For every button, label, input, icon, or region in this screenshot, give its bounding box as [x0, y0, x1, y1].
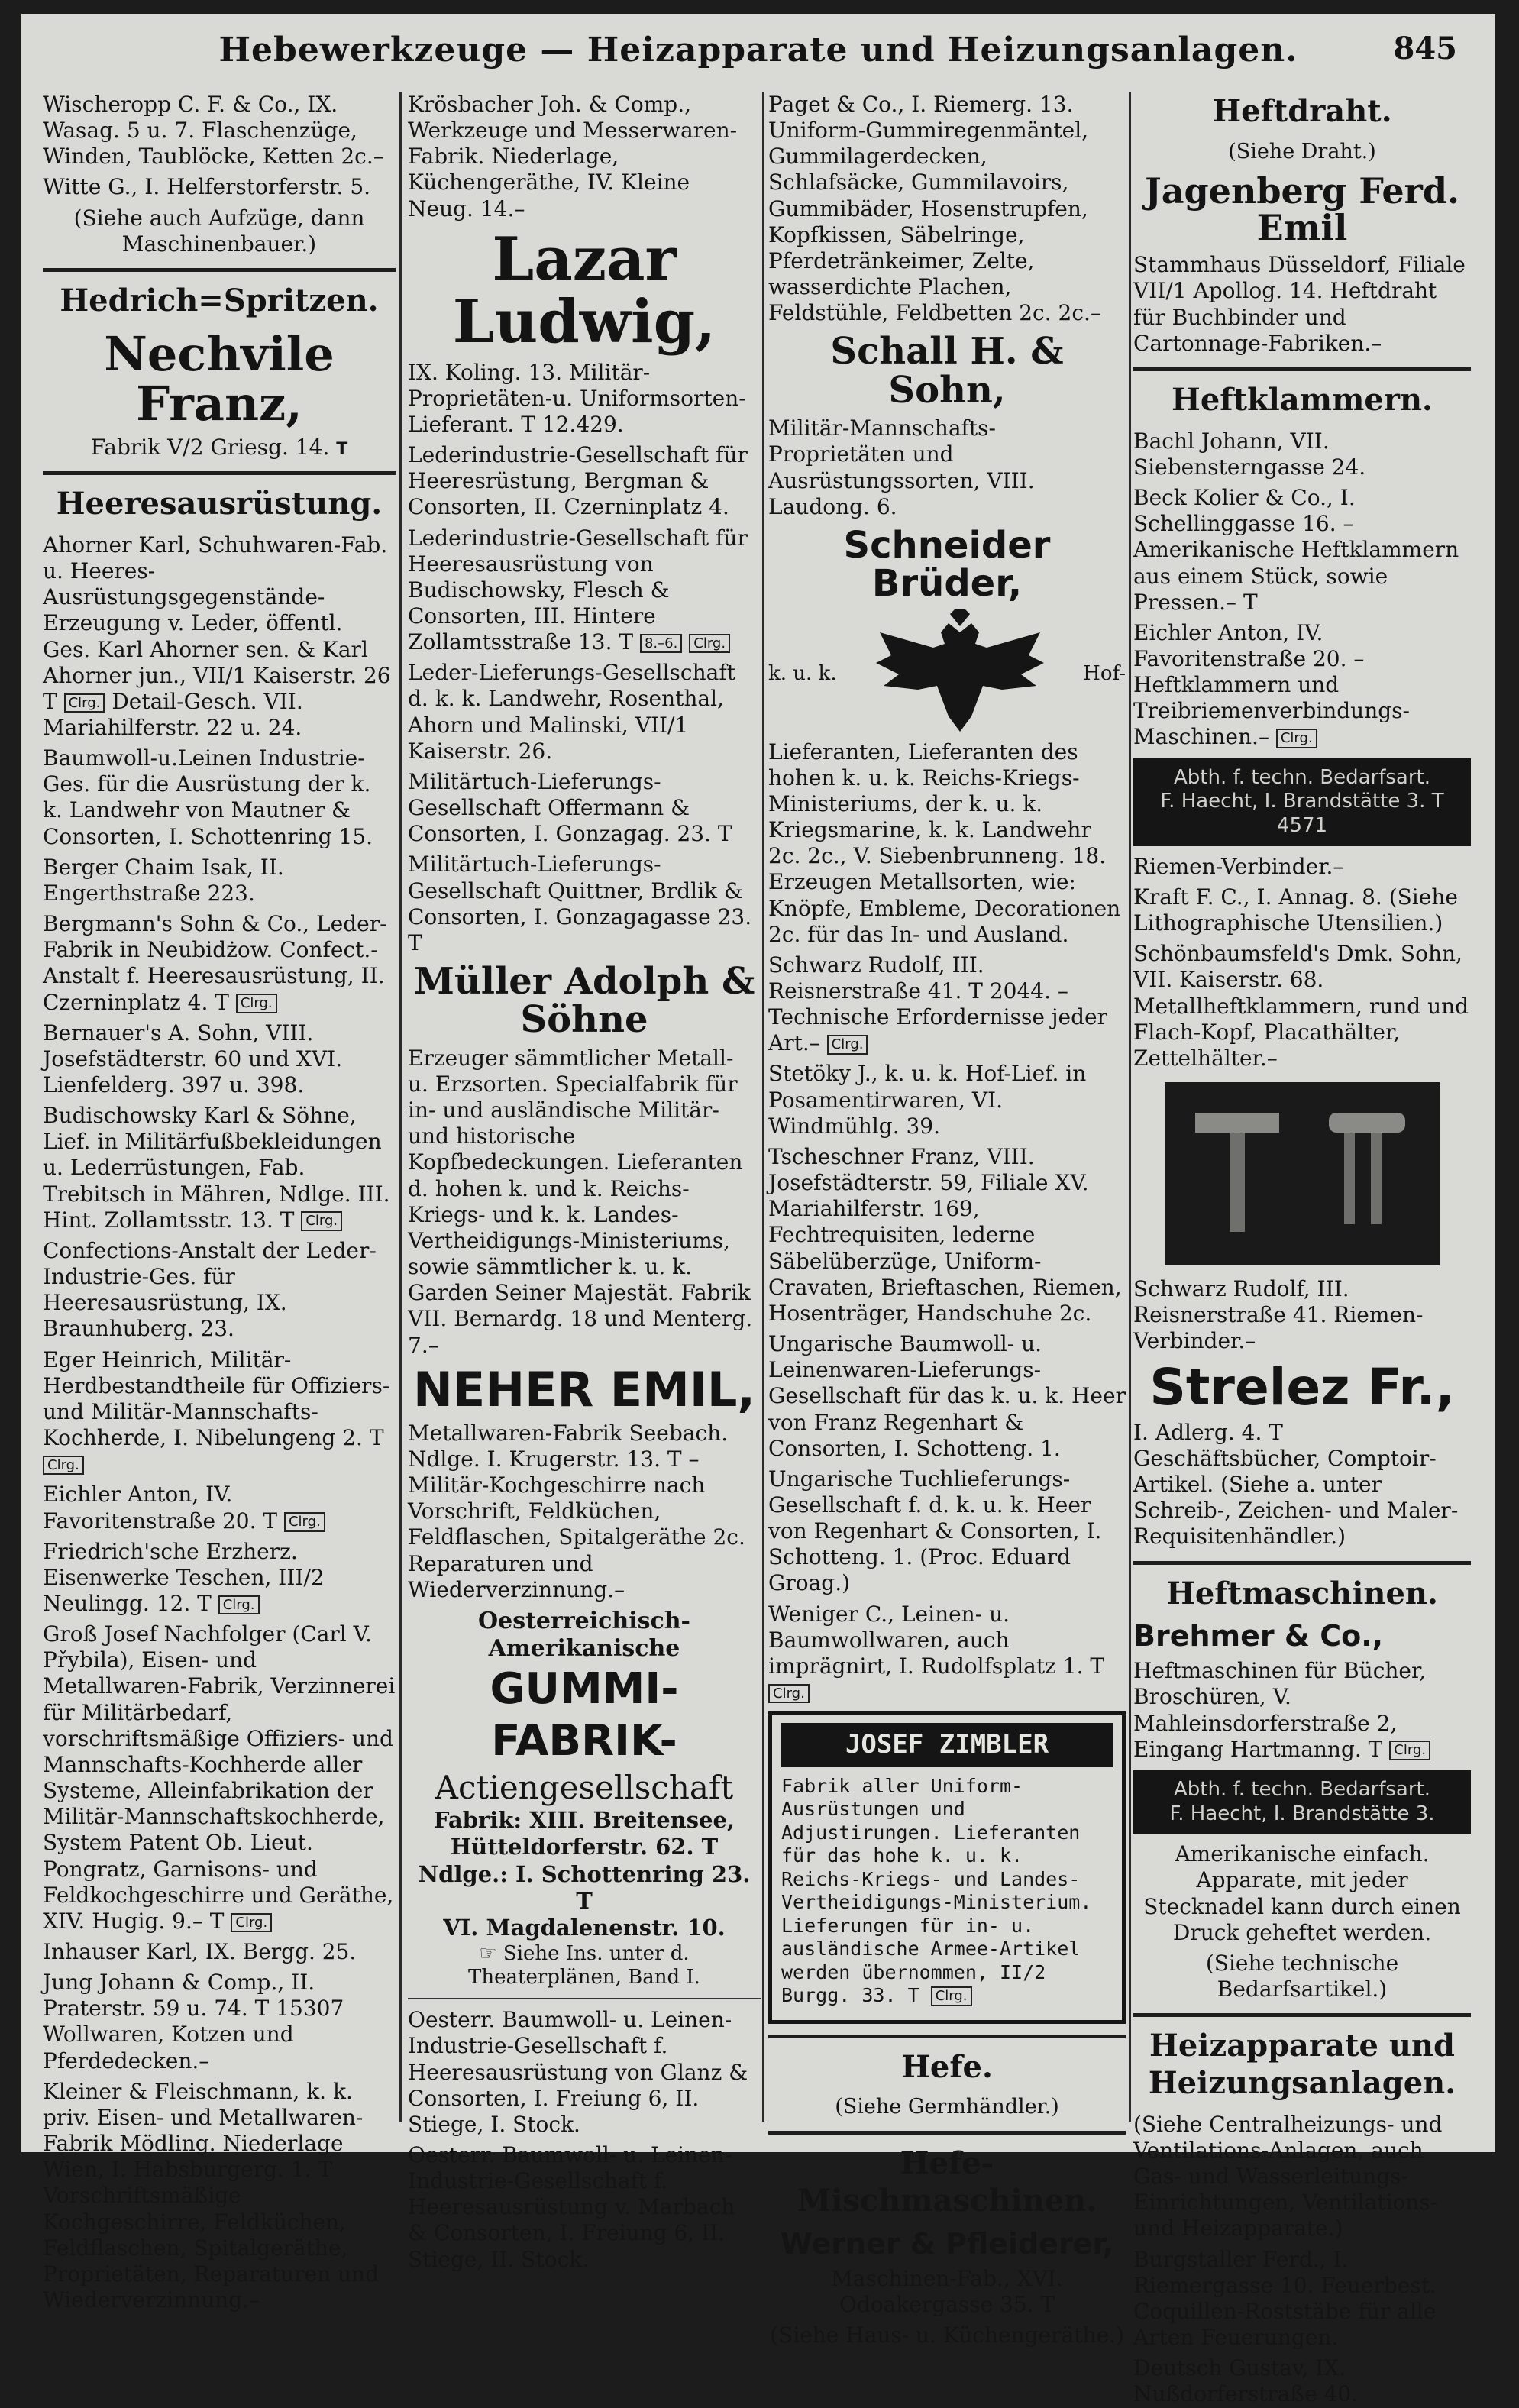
listing-entry: Stetöky J., k. u. k. Hof-Lief. in Posamentirwaren, VI. Windmühlg. 39. [768, 1061, 1087, 1139]
listing-entry [1133, 1658, 1471, 1763]
firm-address: Fabrik V/2 Griesg. 14. [90, 434, 330, 460]
listing-entry: Krösbacher Joh. & Comp., Werkzeuge und Messerwaren-Fabrik. Niederlage, Küchengeräthe, IV. Kleine Neug. 14.– [408, 92, 738, 221]
listing-entry: Militär-Mannschafts-Proprietäten und Ausrüstungssorten, VIII. Laudong. 6. [768, 415, 1035, 519]
double-headed-eagle-icon [865, 609, 1055, 739]
directory-page [21, 14, 1495, 2407]
listing-entry [1133, 620, 1471, 751]
section-heading: Heeresausrüstung. [56, 486, 383, 522]
banner-line: F. Haecht, I. Brandstätte 3. T 4571 [1160, 790, 1444, 838]
haecht-banner [1133, 1770, 1471, 1834]
listing-text: Groß Josef Nachfolger (Carl V. Přybila), Eisen- und Metallwaren-Fabrik, Verzinnerei für Militärbedarf, vorschriftsmäßige Offiziers- und Mannschafts-Kochherde aller Systeme, Alleinfabrikation der Militär-Mannschaftskochherde, System Patent Ob. Lieut. Pongratz, Garnisons- und Feldkochgeschirre und Geräthe, XIV. Hugig. 9.– T [43, 1621, 396, 1934]
listing-entry: Schwarz Rudolf, III. Reisnerstraße 41. Riemen-Verbinder.– [1133, 1276, 1424, 1354]
listing-text: Eichler Anton, IV. Favoritenstraße 20. T [43, 1482, 278, 1534]
advert-line: Actiengesellschaft [435, 1768, 734, 1806]
section-heading: Heftklammern. [1172, 381, 1433, 418]
listing-entry: Leder-Lieferungs-Gesellschaft d. k. k. Landwehr, Rosenthal, Ahorn und Malinski, VII/1 Kaiserstr. 26. [408, 660, 735, 764]
listing-entry: Burgstaller Ferd., I. Riemergasse 10. Feuerbest. Coquillen-Roststäbe für alle Arten Feuerungen. [1133, 2246, 1437, 2351]
listing-entry: Wischeropp C. F. & Co., IX. Wasag. 5 u. 7. Flaschenzüge, Winden, Taublöcke, Ketten 2c.– [43, 92, 384, 170]
divider [408, 1998, 761, 1999]
listing-text: Bergmann's Sohn & Co., Leder-Fabrik in Neubidżow. Confect.-Anstalt f. Heeresausrüstung, II. Czerninplatz 4. T [43, 911, 387, 1015]
listing-entry: Bernauer's A. Sohn, VIII. Josefstädterstr. 60 und XVI. Lienfelderg. 397 u. 398. [43, 1020, 343, 1097]
listing-entry [768, 952, 1126, 1057]
listing-entry: Erzeuger sämmtlicher Metall- u. Erzsorten. Specialfabrik für in- und ausländische Militär- und historische Kopfbedeckungen. Lieferanten d. hohen k. und k. Reichs-Kriegs- und k. k. Landes-Vertheidigungs-Ministeriums, sowie sämmtlicher k. u. k. Garden Seiner Majestät. Fabrik VII. Bernardg. 18 und Menterg. 7.– [408, 1045, 753, 1358]
cross-reference: (Siehe technische Bedarfsartikel.) [1205, 1950, 1399, 2002]
clrg-badge: Clrg. [827, 1035, 868, 1055]
section-rule [768, 2035, 1126, 2038]
column-2 [408, 92, 761, 2272]
clrg-badge: Clrg. [43, 1456, 84, 1476]
cross-reference: (Siehe Haus- u. Küchengeräthe.) [770, 2322, 1124, 2348]
listing-entry: Oesterr. Baumwoll- u. Leinen-Industrie-Gesellschaft f. Heeresausrüstung von Glanz & Consorten, I. Freiung 6, II. Stiege, I. Stock. [408, 2007, 748, 2137]
crest-row [768, 609, 1126, 739]
listing-text: Fabrik aller Uniform-Ausrüstungen und Adjustirungen. Lieferanten für das hohe k. u. k. Reichs-Kriegs- und Landes-Vertheidigungs-Ministerium. Lieferungen für in- u. ausländische Armee-Artikel werden übernommen, II/2 Burgg. 33. T [781, 1774, 1092, 2007]
cross-reference: (Siehe Draht.) [1228, 139, 1376, 163]
listing-entry: Beck Kolier & Co., I. Schellinggasse 16. –Amerikanische Heftklammern aus einem Stück, sowie Pressen.– T [1133, 485, 1459, 615]
listing-text: Budischowsky Karl & Söhne, Lief. in Militärfußbekleidungen u. Lederrüstungen, Fab. Trebitsch in Mähren, Ndlge. III. Hint. Zollamtsstr. 13. T [43, 1103, 390, 1233]
banner-line: F. Haecht, I. Brandstätte 3. [1169, 1802, 1435, 1825]
listing-entry [43, 1621, 396, 1934]
clrg-badge: Clrg. [1389, 1741, 1430, 1760]
listing-entry: Riemen-Verbinder.– [1133, 853, 1344, 879]
listing-entry: Deutsch Gustav, IX. Nußdorferstraße 40. [1133, 2355, 1359, 2407]
section-rule [768, 2131, 1126, 2135]
listing-entry: Oesterr. Baumwoll- u. Leinen-Industrie-Gesellschaft f. Heeresausrüstung v. Marbach & Consorten, I. Freiung 6, II. Stiege, II. Stock. [408, 2141, 735, 2272]
pointing-hand-icon: ☞ [479, 1941, 497, 1965]
listing-entry: (Siehe Centralheizungs- und Ventilations-Anlagen, auch Gas- und Wasserleitungs-Einrichtungen, Ventilations- und Heizapparate.) [1133, 2111, 1443, 2242]
column-3 [768, 92, 1126, 2348]
listing-entry: Baumwoll-u.Leinen Industrie-Ges. für die Ausrüstung der k. k. Landwehr von Mautner & Consorten, I. Schottenring 15. [43, 745, 373, 849]
listing-entry: Stammhaus Düsseldorf, Filiale VII/1 Apollog. 14. Heftdraht für Buchbinder und Cartonnage-Fabriken.– [1133, 252, 1466, 356]
listing-entry: Militärtuch-Lieferungs-Gesellschaft Offermann & Consorten, I. Gonzagag. 23. T [408, 768, 732, 847]
listing-entry [43, 532, 396, 741]
clrg-badge: Clrg. [768, 1684, 810, 1704]
listing-entry: Confections-Anstalt der Leder-Industrie-Ges. für Heeresausrüstung, IX. Braunhuberg. 23. [43, 1237, 377, 1342]
advert-line: Ndlge.: I. Schottenring 23. T [418, 1860, 751, 1915]
advert-line: Fabrik: XIII. Breitensee, Hütteldorferstr. 62. T [433, 1806, 735, 1860]
listing-entry: Kraft F. C., I. Annag. 8. (Siehe Lithographische Utensilien.) [1133, 884, 1458, 936]
listing-entry [781, 1775, 1113, 2008]
listing-text: Detail-Gesch. VII. Mariahilferstr. 22 u. 24. [43, 688, 303, 740]
listing-entry [43, 911, 396, 1016]
clrg-badge: Clrg. [931, 1986, 972, 2006]
listing-text: Friedrich'sche Erzherz. Eisenwerke Teschen, III/2 Neulingg. 12. T [43, 1538, 325, 1616]
clrg-badge: Clrg. [301, 1211, 342, 1231]
listing-entry: I. Adlerg. 4. T Geschäftsbücher, Comptoir-Artikel. (Siehe a. unter Schreib-, Zeichen- und Maler-Requisitenhändler.) [1133, 1419, 1459, 1550]
section-heading: Hedrich=Spritzen. [60, 282, 379, 318]
listing-entry: Inhauser Karl, IX. Bergg. 25. [43, 1939, 357, 1964]
telephone-icon: T [336, 439, 348, 459]
listing-entry [43, 1539, 396, 1617]
listing-entry: Kleiner & Fleischmann, k. k. priv. Eisen- und Metallwaren-Fabrik Mödling. Niederlage Wien, I. Habsburgerg. 1. T Vorschriftsmäßige Kochgeschirre, Feldküchen, Feldflaschen, Spitalgeräthe, Proprietäten, Reparaturen und Wiederverzinnung.– [43, 2078, 380, 2313]
listing-entry: Amerikanische einfach. Apparate, mit jeder Stecknadel kann durch einen Druck geheftet werden. [1143, 1841, 1461, 1945]
hours-badge: 8.–6. [640, 634, 682, 654]
cross-reference: (Siehe Germhändler.) [835, 2095, 1059, 2119]
crest-label: k. u. k. [768, 661, 837, 685]
listing-entry: Tscheschner Franz, VIII. Josefstädterstr. 59, Filiale XV. Mariahilferstr. 169, Fechtrequisiten, lederne Säbelüberzüge, Uniform-Cravaten, Brieftaschen, Riemen, Hosenträger, Handschuhe 2c. [768, 1143, 1122, 1326]
clrg-badge: Clrg. [236, 994, 277, 1013]
firm-advert-name: Strelez Fr., [1149, 1357, 1455, 1417]
section-rule [43, 268, 396, 272]
listing-entry: Jung Johann & Comp., II. Praterstr. 59 u. 74. T 15307 Wollwaren, Kotzen und Pferdedecken.– [43, 1970, 344, 2073]
firm-advert-name: Schall H. & Sohn, [830, 330, 1064, 412]
haecht-banner [1133, 758, 1471, 846]
listing-entry: Lieferanten, Lieferanten des hohen k. u. k. Reichs-Kriegs-Ministeriums, der k. u. k. Kriegsmarine, k. k. Landwehr 2c. 2c., V. Siebenbrunneng. 18. Erzeugen Metallsorten, wie: Knöpfe, Embleme, Decorationen 2c. für das In- und Ausland. [768, 739, 1121, 947]
listing-entry [768, 1602, 1126, 1706]
clrg-badge: Clrg. [689, 634, 730, 654]
page-number: 845 [1393, 31, 1457, 66]
advert-line: Oesterreichisch-Amerikanische [477, 1607, 691, 1663]
clrg-badge: Clrg. [64, 693, 105, 713]
clrg-badge: Clrg. [284, 1512, 325, 1532]
section-heading: Heftdraht. [1212, 93, 1392, 129]
listing-entry: Witte G., I. Helferstorferstr. 5. [43, 174, 371, 200]
listing-text: Eger Heinrich, Militär-Herdbestandtheile für Offiziers- und Militär-Mannschafts-Kochherde, I. Nibelungeng 2. T [43, 1346, 390, 1451]
firm-advert-name: Werner & Pfleiderer, [780, 2227, 1114, 2261]
banner-line: Abth. f. techn. Bedarfsart. [1174, 765, 1430, 789]
listing-entry: Paget & Co., I. Riemerg. 13. Uniform-Gummiregenmäntel, Gummilagerdecken, Schlafsäcke, Gummilavoirs, Gummibäder, Hosenstrupfen, Kopfkissen, Säbelringe, Pferdetränkeimer, Zelte, wasserdichte Plachen, Feldstühle, Feldbetten 2c. 2c.– [768, 92, 1101, 326]
zimbler-advert [768, 1711, 1126, 2023]
listing-entry [43, 1482, 396, 1534]
listing-entry: Lederindustrie-Gesellschaft für Heeresrüstung, Bergman & Consorten, II. Czerninplatz 4. [408, 442, 748, 520]
listing-entry: IX. Koling. 13. Militär-Proprietäten-u. Uniformsorten-Lieferant. T 12.429. [408, 359, 746, 437]
advert-line: GUMMI-FABRIK- [490, 1664, 679, 1766]
advert-banner: JOSEF ZIMBLER [781, 1723, 1113, 1766]
heftklammer-product-photo [1165, 1082, 1440, 1265]
listing-text: Ahorner Karl, Schuhwaren-Fab. u. Heeres-Ausrüstungsgegenstände-Erzeugung v. Leder, öffentl. Ges. Karl Ahorner sen. & Karl Ahorner jun., VII/1 Kaiserstr. 26 T [43, 532, 391, 714]
listing-entry: Metallwaren-Fabrik Seebach. Ndlge. I. Krugerstr. 13. T –Militär-Kochgeschirre nach Vorschrift, Feldküchen, Feldflaschen, Spitalgeräthe 2c. Reparaturen und Wiederverzinnung.– [408, 1420, 745, 1602]
column-divider [1129, 92, 1131, 2122]
firm-advert-name: Schneider Brüder, [843, 523, 1051, 606]
firm-advert-name: Müller Adolph & Söhne [413, 960, 755, 1042]
listing-entry: Berger Chaim Isak, II. Engerthstraße 223. [43, 854, 284, 906]
clrg-badge: Clrg. [218, 1595, 260, 1615]
column-4 [1133, 92, 1471, 2407]
banner-line: Abth. f. techn. Bedarfsart. [1174, 1777, 1430, 1801]
column-divider [399, 92, 402, 2122]
section-rule [1133, 1561, 1471, 1565]
listing-entry: Schönbaumsfeld's Dmk. Sohn, VII. Kaiserstr. 68. Metallheftklammern, rund und Flach-Kopf, Placathälter, Zettelhälter.– [1133, 941, 1469, 1071]
listing-entry: Militärtuch-Lieferungs-Gesellschaft Quittner, Brdlik & Consorten, I. Gonzagagasse 23. T [408, 852, 752, 955]
firm-advert-name: NEHER EMIL, [413, 1361, 755, 1417]
listing-text: Heftmaschinen für Bücher, Broschüren, V. Mahleinsdorferstraße 2, Eingang Hartmanng. T [1133, 1658, 1427, 1762]
running-head: Hebewerkzeuge — Heizapparate und Heizungsanlagen. [218, 31, 1298, 69]
section-heading: Heizapparate und Heizungsanlagen. [1148, 2028, 1456, 2102]
column-divider [762, 92, 764, 2122]
section-heading: Hefe. [901, 2048, 993, 2085]
advert-line [408, 1942, 761, 1990]
listing-entry [408, 525, 761, 656]
listing-text: Weniger C., Leinen- u. Baumwollwaren, auch imprägnirt, I. Rudolfsplatz 1. T [768, 1601, 1105, 1679]
advert-line: VI. Magdalenenstr. 10. [443, 1915, 726, 1941]
section-rule [43, 471, 396, 475]
cross-reference: Siehe Ins. unter d. Theaterplänen, Band I. [468, 1941, 700, 1989]
listing-text: Schwarz Rudolf, III. Reisnerstraße 41. T 2044. –Technische Erfordernisse jeder Art.– [768, 952, 1107, 1056]
listing-text: Eichler Anton, IV. Favoritenstraße 20. –Heftklammern und Treibriemenverbindungs-Maschinen.– [1133, 619, 1411, 750]
listing-entry [43, 1103, 396, 1233]
column-1 [43, 92, 396, 2313]
firm-advert-name: Nechvile Franz, [104, 325, 335, 432]
section-heading: Hefe-Mischmaschinen. [797, 2145, 1097, 2219]
firm-advert-name: Jagenberg Ferd. Emil [1144, 170, 1460, 249]
listing-text: Lederindustrie-Gesellschaft für Heeresausrüstung von Budischowsky, Flesch & Consorten, III. Hintere Zollamtsstraße 13. T [408, 525, 748, 655]
section-rule [1133, 2013, 1471, 2017]
section-heading: Heftmaschinen. [1166, 1575, 1438, 1611]
firm-advert-name: Brehmer & Co., [1133, 1619, 1384, 1653]
listing-entry [43, 1347, 396, 1478]
clrg-badge: Clrg. [1276, 729, 1317, 748]
listing-entry: Maschinen-Fab., XVI. Odoakergasse 35. T [831, 2265, 1063, 2318]
listing-entry: Bachl Johann, VII. Siebensterngasse 24. [1133, 428, 1366, 480]
listing-entry [43, 435, 396, 461]
section-rule [1133, 367, 1471, 371]
gummi-fabrik-advert [408, 1608, 761, 1990]
listing-entry: Ungarische Tuchlieferungs-Gesellschaft f. d. k. u. k. Heer von Regenhart & Consorten, I. Schotteng. 1. (Proc. Eduard Groag.) [768, 1466, 1102, 1596]
clrg-badge: Clrg. [231, 1913, 272, 1933]
cross-reference: (Siehe auch Aufzüge, dann Maschinenbauer.) [73, 205, 365, 257]
listing-entry: Ungarische Baumwoll- u. Leinenwaren-Lieferungs-Gesellschaft für das k. u. k. Heer von Franz Regenhart & Consorten, I. Schotteng. 1. [768, 1331, 1126, 1461]
firm-advert-name: Lazar Ludwig, [452, 224, 716, 357]
crest-label: Hof- [1083, 661, 1126, 685]
